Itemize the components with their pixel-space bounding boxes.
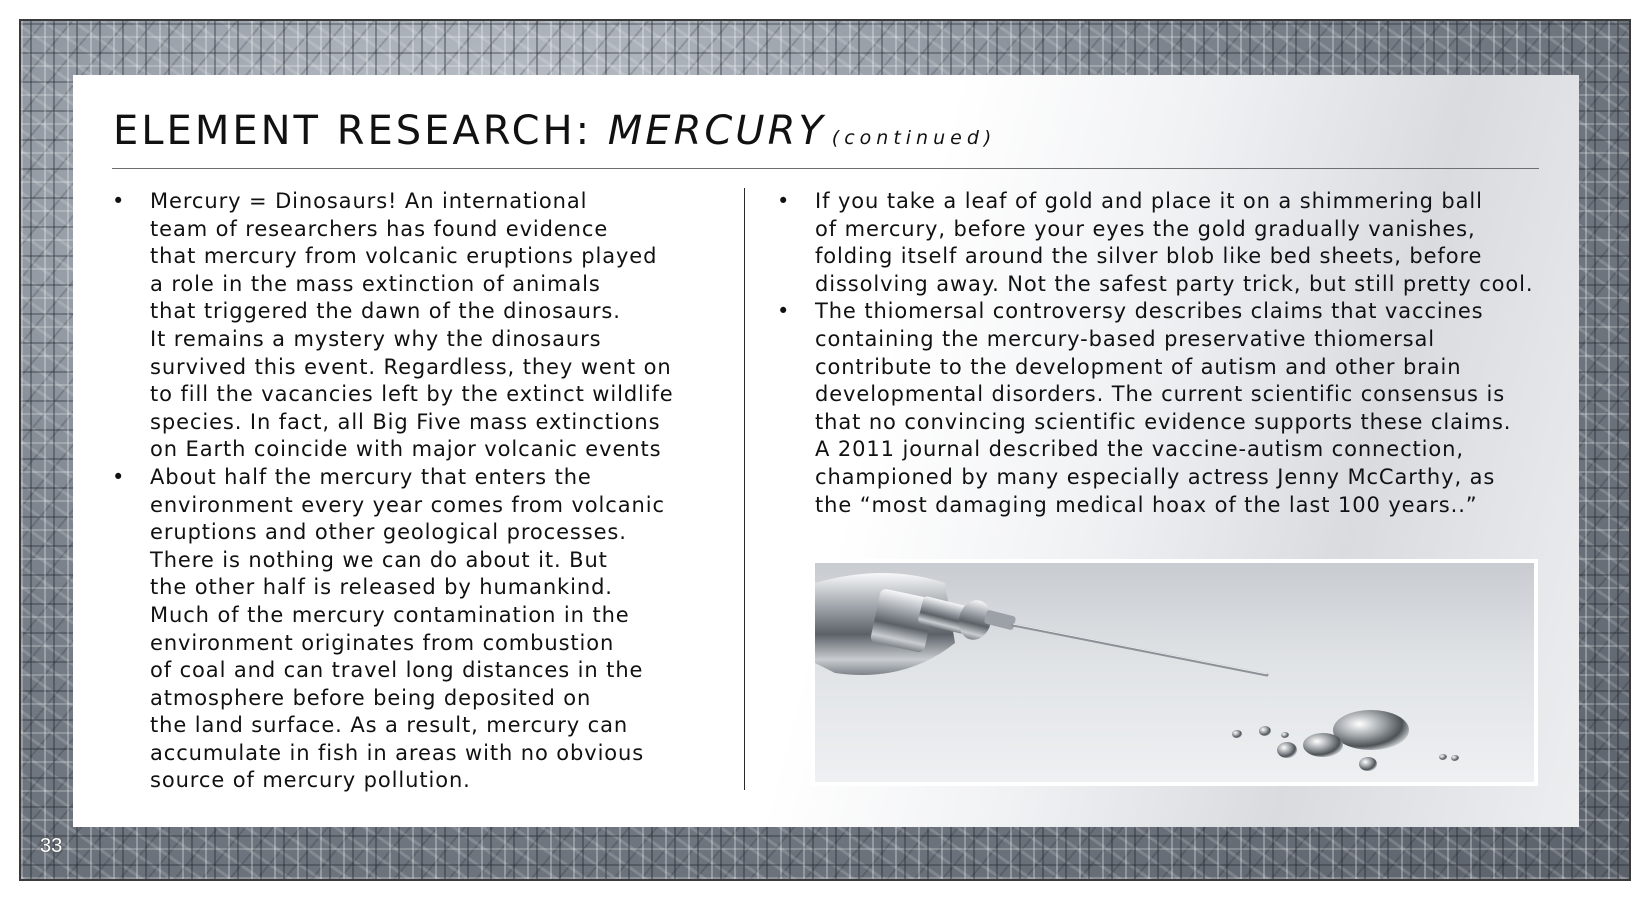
title-element-name: MERCURY bbox=[607, 108, 826, 154]
syringe-illustration bbox=[815, 563, 1534, 782]
text-line: About half the mercury that enters the bbox=[150, 464, 592, 489]
text-line: of mercury, before your eyes the gold gradually vanishes, bbox=[815, 216, 1476, 241]
text-line: The thiomersal controversy describes claims that vaccines bbox=[815, 299, 1484, 324]
text-line: folding itself around the silver blob like bed sheets, before bbox=[815, 244, 1483, 269]
text-line: survived this event. Regardless, they went on bbox=[150, 354, 672, 379]
text-line: that triggered the dawn of the dinosaurs. bbox=[150, 299, 621, 324]
text-line: developmental disorders. The current scientific consensus is bbox=[815, 382, 1506, 407]
syringe-mercury-photo bbox=[811, 559, 1538, 786]
text-line: It remains a mystery why the dinosaurs bbox=[150, 326, 602, 351]
text-line: the “most damaging medical hoax of the last 100 years..” bbox=[815, 492, 1478, 517]
bullet-dot: • bbox=[112, 464, 126, 489]
text-line: source of mercury pollution. bbox=[150, 768, 471, 793]
bullet-dot: • bbox=[777, 189, 791, 213]
text-line: containing the mercury-based preservative thiomersal bbox=[815, 326, 1435, 351]
text-line: contribute to the development of autism and other brain bbox=[815, 354, 1462, 379]
text-line: species. In fact, all Big Five mass extinctions bbox=[150, 409, 661, 434]
text-line: that no convincing scientific evidence supports these claims. bbox=[815, 409, 1512, 434]
text-line: eruptions and other geological processes. bbox=[150, 520, 627, 545]
page-number: 33 bbox=[40, 835, 63, 857]
text-line: environment originates from combustion bbox=[150, 630, 615, 655]
text-line: the other half is released by humankind. bbox=[150, 575, 613, 600]
title-main: ELEMENT RESEARCH: bbox=[113, 108, 608, 154]
text-line: the land surface. As a result, mercury can bbox=[150, 713, 629, 738]
text-line: There is nothing we can do about it. But bbox=[150, 547, 608, 572]
text-line: Mercury = Dinosaurs! An international bbox=[150, 189, 588, 213]
title-continued: (continued) bbox=[831, 127, 997, 149]
left-bullet-list bbox=[112, 188, 712, 795]
text-line: environment every year comes from volcanic bbox=[150, 492, 665, 517]
page-title bbox=[113, 108, 996, 154]
bullet-item bbox=[112, 464, 712, 795]
text-line: that mercury from volcanic eruptions played bbox=[150, 244, 658, 269]
text-line: to fill the vacancies left by the extinct wildlife bbox=[150, 382, 674, 407]
text-line: accumulate in fish in areas with no obvious bbox=[150, 740, 645, 765]
right-bullet-list bbox=[777, 188, 1557, 519]
text-line: a role in the mass extinction of animals bbox=[150, 271, 601, 296]
text-line: on Earth coincide with major volcanic events bbox=[150, 437, 662, 462]
bullet-item bbox=[777, 188, 1557, 298]
text-line: Much of the mercury contamination in the bbox=[150, 602, 630, 627]
text-line: If you take a leaf of gold and place it on a shimmering ball bbox=[815, 189, 1483, 213]
bullet-dot: • bbox=[112, 189, 126, 213]
text-line: dissolving away. Not the safest party trick, but still pretty cool. bbox=[815, 271, 1534, 296]
bullet-item bbox=[777, 298, 1557, 519]
title-underline bbox=[112, 168, 1539, 169]
text-line: A 2011 journal described the vaccine-autism connection, bbox=[815, 437, 1464, 462]
text-line: atmosphere before being deposited on bbox=[150, 685, 592, 710]
column-divider bbox=[744, 188, 745, 790]
text-line: of coal and can travel long distances in the bbox=[150, 658, 644, 683]
bullet-item bbox=[112, 188, 712, 464]
text-line: team of researchers has found evidence bbox=[150, 216, 609, 241]
bullet-dot: • bbox=[777, 299, 791, 324]
text-line: championed by many especially actress Jenny McCarthy, as bbox=[815, 464, 1496, 489]
